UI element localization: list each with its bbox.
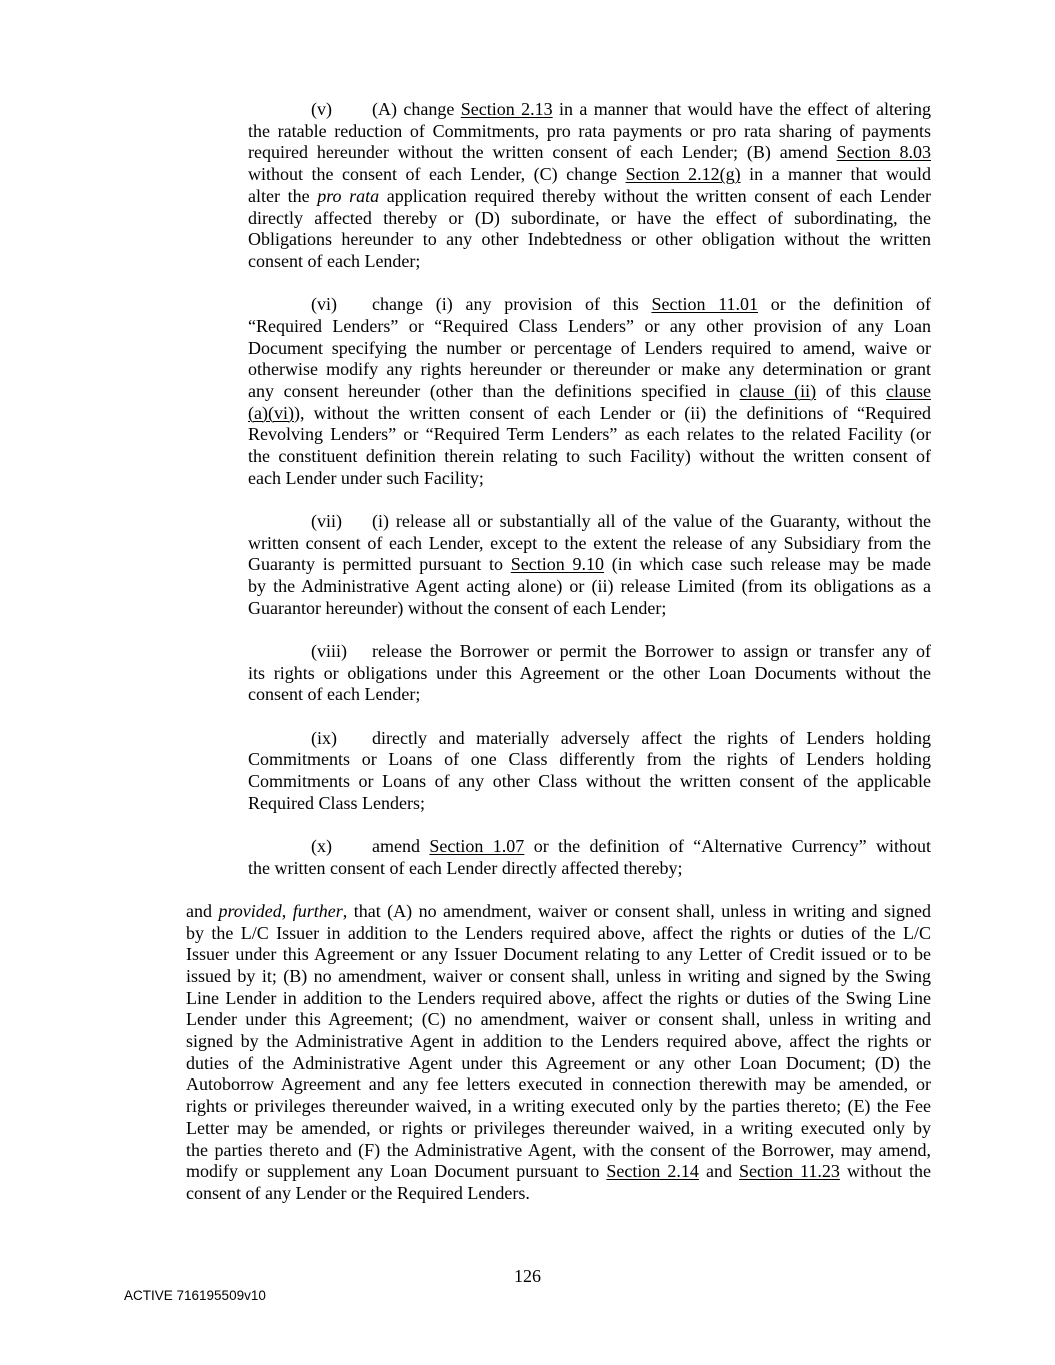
text-line	[248, 338, 931, 360]
text-run: release the Borrower or permit the Borrower to assign or transfer any of	[372, 640, 931, 661]
section-reference: Section 1.07	[429, 835, 525, 856]
text-line	[248, 511, 931, 533]
text-run: Commitments or Loans of one Class differently from the rights of Lenders holding	[248, 749, 931, 770]
text-run: (A) change	[372, 99, 461, 119]
text-run: Revolving Lenders” or “Required Term Lenders” as each relates to the related Facility (or	[248, 424, 931, 445]
text-run: signed by the Administrative Agent in addition to the Lenders required above, affect the rights or	[186, 1031, 931, 1052]
text-line	[248, 251, 931, 273]
clause-number: (ix)	[311, 727, 337, 748]
text-line	[248, 99, 931, 121]
text-run: “Required Lenders” or “Required Class Lenders” or any other provision of any Loan	[248, 315, 931, 336]
text-line	[186, 1096, 931, 1118]
text-line	[186, 1009, 931, 1031]
first-line-text	[372, 511, 931, 533]
text-line	[248, 858, 931, 880]
text-run: consent of any Lender or the Required Lenders.	[186, 1182, 530, 1203]
text-run: each Lender under such Facility;	[248, 467, 484, 488]
text-line	[186, 1053, 931, 1075]
text-line	[186, 944, 931, 966]
text-run: Autoborrow Agreement and any fee letters executed in connection therewith may be amended, or	[186, 1074, 931, 1095]
first-line-text	[372, 641, 931, 663]
text-line	[248, 229, 931, 251]
page-number: 126	[514, 1266, 541, 1286]
text-line	[186, 1140, 931, 1162]
text-line	[248, 164, 931, 186]
text-line	[248, 424, 931, 446]
section-reference: Section 11.01	[651, 294, 759, 315]
text-line	[248, 576, 931, 598]
text-line	[248, 793, 931, 815]
text-line	[186, 923, 931, 945]
text-run: otherwise modify any rights hereunder or thereunder or make any determination or grant	[248, 359, 931, 380]
text-line	[248, 446, 931, 468]
text-run: alter the	[248, 185, 318, 206]
text-run: consent of each Lender;	[248, 684, 421, 705]
text-run: and	[698, 1161, 740, 1182]
emphasized-term: further	[292, 900, 343, 921]
text-run: Guarantor hereunder) without the consent of each Lender;	[248, 597, 667, 618]
first-line-text	[372, 294, 931, 316]
section-reference: Section 9.10	[510, 554, 605, 575]
text-run: directly and materially adversely affect the rights of Lenders holding	[372, 727, 931, 748]
section-reference: Section 2.13	[460, 99, 553, 119]
text-line	[248, 403, 931, 425]
clause-number: (v)	[311, 99, 332, 119]
text-run: by the Administrative Agent acting alone) or (ii) release Limited (from its obligations as a	[248, 576, 931, 597]
text-run: its rights or obligations under this Agreement or the other Loan Documents without the	[248, 662, 931, 683]
clause-number: (vi)	[311, 294, 337, 315]
clause-vi	[248, 294, 931, 489]
text-run: modify or supplement any Loan Document pursuant to	[186, 1161, 607, 1182]
text-line	[248, 208, 931, 230]
text-run: Commitments or Loans of any other Class without the written consent of the applicable	[248, 770, 931, 791]
clause-number: (viii)	[311, 640, 347, 661]
clause-ix	[248, 728, 931, 815]
clause-x	[248, 836, 931, 879]
clause-viii	[248, 641, 931, 706]
text-line	[186, 1031, 931, 1053]
text-line	[248, 749, 931, 771]
text-run: the ratable reduction of Commitments, pro rata payments or pro rata sharing of payments	[248, 120, 931, 141]
text-line	[186, 1074, 931, 1096]
text-run: without the consent of each Lender, (C) change	[248, 164, 626, 185]
emphasized-term: pro rata	[317, 185, 380, 206]
text-run: any consent hereunder (other than the definitions specified in	[248, 380, 740, 401]
proviso-paragraph	[186, 901, 931, 1205]
text-line	[248, 533, 931, 555]
clause-v	[248, 99, 931, 273]
text-line	[248, 684, 931, 706]
text-line	[186, 1161, 931, 1183]
text-line	[248, 121, 931, 143]
text-run: Obligations hereunder to any other Indebtedness or other obligation without the written	[248, 229, 931, 250]
emphasized-term: provided	[218, 900, 282, 921]
first-line-text	[372, 99, 931, 121]
text-line	[186, 988, 931, 1010]
text-line	[248, 294, 931, 316]
text-run: change (i) any provision of this	[372, 294, 652, 315]
text-line	[248, 728, 931, 750]
text-line	[186, 1118, 931, 1140]
text-line	[186, 966, 931, 988]
section-reference: Section 2.14	[606, 1161, 699, 1182]
section-reference: Section 8.03	[836, 142, 931, 163]
text-line	[248, 142, 931, 164]
text-run: by the L/C Issuer in addition to the Lenders required above, affect the rights or duties of the L/C	[186, 922, 931, 943]
text-run: Line Lender in addition to the Lenders required above, affect the rights or duties of the Swing Line	[186, 987, 931, 1008]
text-run: Issuer under this Agreement or any Issuer Document relating to any Letter of Credit issued or to be	[186, 944, 931, 965]
text-run: without the	[839, 1161, 932, 1182]
text-run: the parties thereto and (F) the Administrative Agent, with the consent of the Borrower, may amend,	[186, 1139, 931, 1160]
document-id: ACTIVE 716195509v10	[124, 1288, 266, 1303]
text-run: ,	[281, 900, 293, 921]
text-line	[186, 901, 931, 923]
text-run: required hereunder without the written consent of each Lender; (B) amend	[248, 142, 837, 163]
text-run: in a manner that would	[740, 164, 931, 185]
text-run: Document specifying the number or percentage of Lenders required to amend, waive or	[248, 337, 931, 358]
text-run: (i) release all or substantially all of the value of the Guaranty, without the	[372, 510, 931, 531]
text-run: directly affected thereby or (D) subordinate, or have the effect of subordinating, the	[248, 207, 931, 228]
text-line	[248, 186, 931, 208]
clause-vii	[248, 511, 931, 620]
first-line-text	[372, 836, 931, 858]
text-run: ), without the written consent of each Lender or (ii) the definitions of “Required	[293, 402, 931, 423]
text-line	[248, 381, 931, 403]
text-line	[248, 663, 931, 685]
text-run: the written consent of each Lender directly affected thereby;	[248, 857, 683, 878]
text-run: application required thereby without the written consent of each Lender	[379, 185, 932, 206]
text-run: Required Class Lenders;	[248, 792, 425, 813]
text-line	[248, 598, 931, 620]
text-run: or the definition of “Alternative Currency” without	[524, 835, 932, 856]
section-reference: clause	[886, 380, 931, 401]
text-run: written consent of each Lender, except to the extent the release of any Subsidiary from the	[248, 532, 931, 553]
text-line	[248, 359, 931, 381]
section-reference: clause (ii)	[739, 380, 817, 401]
text-run: in a manner that would have the effect of altering	[552, 99, 931, 119]
clause-number: (vii)	[311, 510, 342, 531]
text-line	[186, 1183, 931, 1205]
text-run: rights or privileges thereunder waived, in a writing executed only by the parties thereto; (E) the Fee	[186, 1096, 931, 1117]
text-line	[248, 468, 931, 490]
text-run: of this	[816, 380, 886, 401]
section-reference: Section 2.12(g)	[625, 164, 741, 185]
text-run: issued by it; (B) no amendment, waiver or consent shall, unless in writing and signed by the Swing	[186, 965, 931, 986]
section-reference: Section 11.23	[739, 1161, 840, 1182]
text-run: duties of the Administrative Agent under this Agreement or any other Loan Document; (D) the	[186, 1052, 931, 1073]
text-run: (in which case such release may be made	[604, 554, 931, 575]
document-page	[0, 99, 1055, 1205]
text-run: Lender under this Agreement; (C) no amendment, waiver or consent shall, unless in writing and	[186, 1009, 931, 1030]
clause-number: (x)	[311, 835, 332, 856]
text-line	[248, 554, 931, 576]
text-run: , that (A) no amendment, waiver or consent shall, unless in writing and signed	[342, 900, 931, 921]
text-run: Letter may be amended, or rights or privileges thereunder waived, in a writing executed only by	[186, 1117, 931, 1138]
text-line	[248, 316, 931, 338]
text-line	[248, 771, 931, 793]
first-line-text	[372, 728, 931, 750]
text-line	[248, 641, 931, 663]
text-run: the constituent definition therein relating to such Facility) without the written consent of	[248, 446, 931, 467]
text-run: consent of each Lender;	[248, 250, 421, 271]
section-reference: (a)(vi)	[248, 402, 294, 423]
text-run: Guaranty is permitted pursuant to	[248, 554, 511, 575]
text-run: amend	[372, 835, 430, 856]
text-run: and	[186, 900, 219, 921]
text-line	[248, 836, 931, 858]
text-run: or the definition of	[758, 294, 931, 315]
